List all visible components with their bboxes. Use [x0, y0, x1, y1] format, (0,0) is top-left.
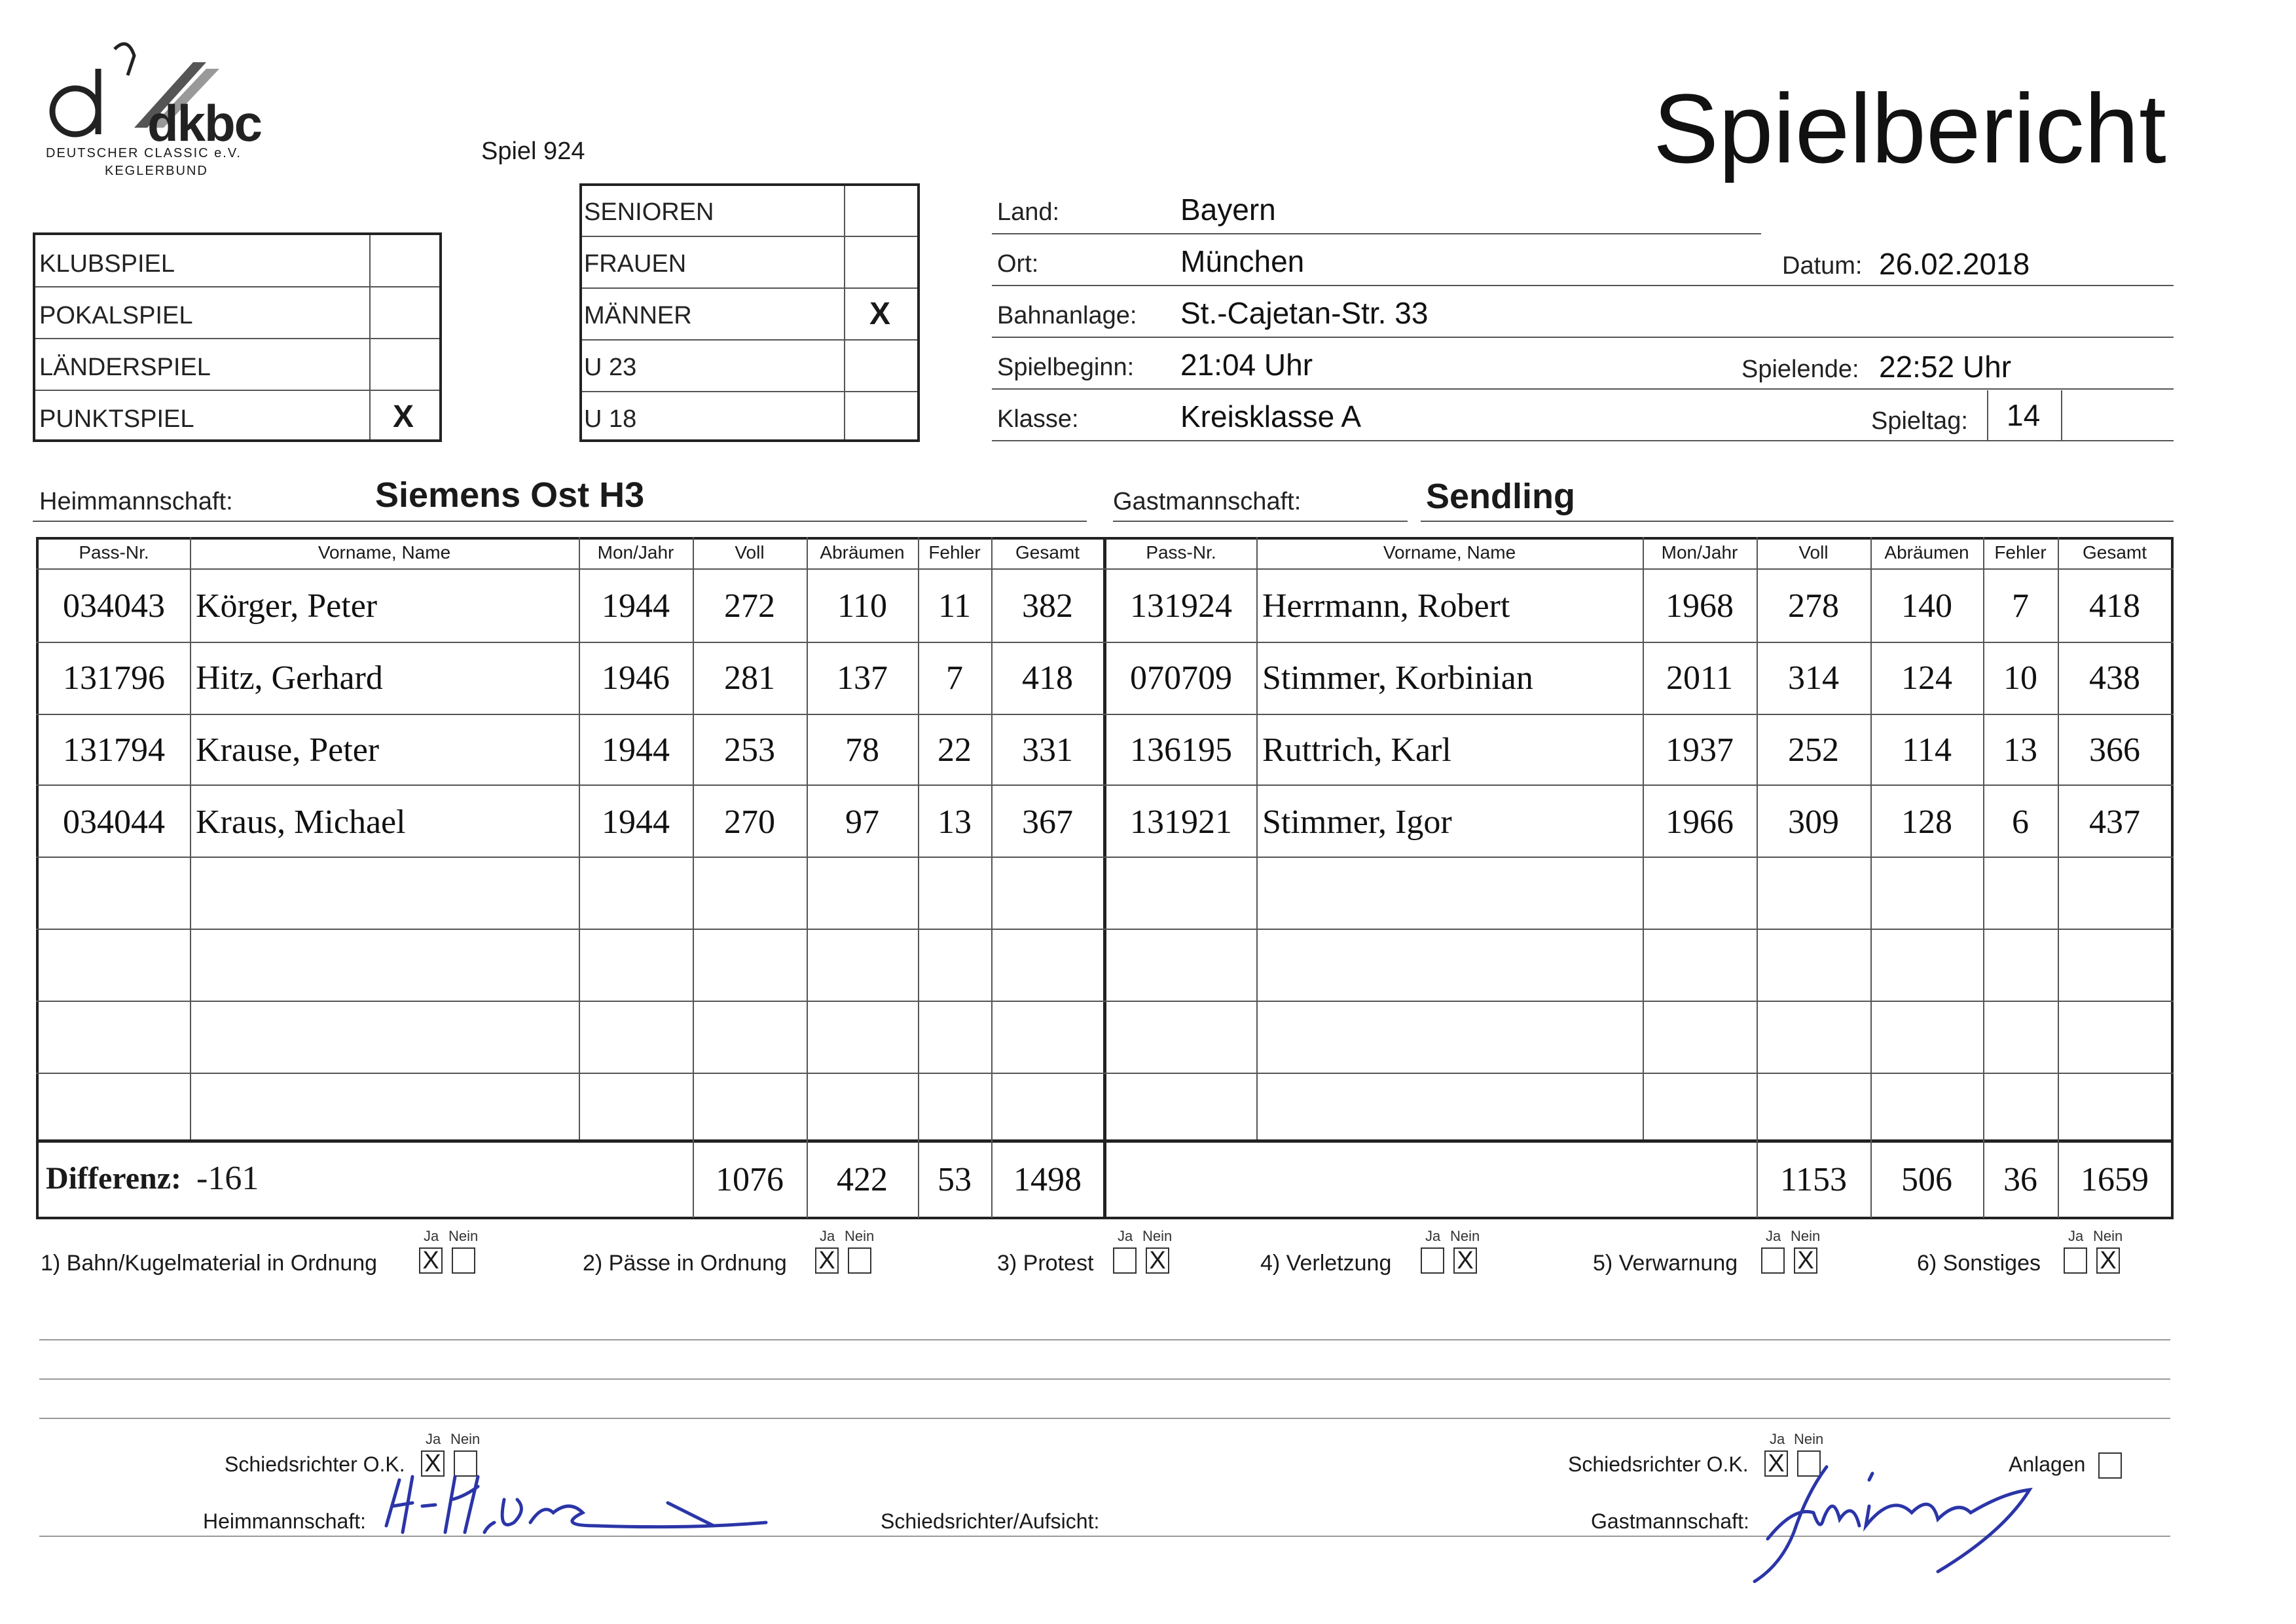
check-5-nein-checkbox[interactable]: X: [1794, 1247, 1817, 1274]
home-cell-abraeumen: 137: [837, 659, 888, 697]
spieltag-label: Spieltag:: [1871, 407, 1968, 435]
klasse-label: Klasse:: [997, 405, 1079, 433]
spielbeginn-label: Spielbeginn:: [997, 354, 1135, 381]
game-type-pokalspiel: POKALSPIEL: [39, 302, 193, 329]
header-guest-monjahr: Mon/Jahr: [1661, 542, 1738, 563]
guest-cell-name: Ruttrich, Karl: [1262, 731, 1451, 769]
home-cell-gesamt: 382: [1022, 587, 1073, 625]
guest-cell-abraeumen: 128: [1901, 803, 1952, 841]
category-senioren: SENIOREN: [584, 198, 714, 226]
column-line: [1256, 537, 1258, 1139]
guest-cell-monjahr: 2011: [1666, 659, 1734, 697]
home-cell-fehler: 7: [946, 659, 963, 697]
home-total-fehler: 53: [938, 1160, 972, 1198]
ort-label: Ort:: [997, 250, 1039, 278]
guest-cell-voll: 278: [1788, 587, 1839, 625]
check-6-nein-checkbox[interactable]: X: [2096, 1247, 2120, 1274]
header-guest-fehler: Fehler: [1994, 542, 2047, 563]
game-type-mark-4: X: [393, 399, 414, 434]
category-u23: U 23: [584, 354, 637, 381]
check-3-nein-checkbox[interactable]: X: [1146, 1247, 1169, 1274]
home-total-voll: 1076: [716, 1160, 784, 1198]
nein-label: Nein: [1450, 1228, 1480, 1244]
home-signature-label: Heimmannschaft:: [203, 1509, 366, 1533]
home-total-abraeumen: 422: [837, 1160, 888, 1198]
referee-ok-label-right: Schiedsrichter O.K.: [1568, 1452, 1749, 1476]
home-cell-gesamt: 331: [1022, 731, 1073, 769]
check-5-ja-checkbox[interactable]: [1761, 1247, 1785, 1274]
home-cell-monjahr: 1944: [602, 587, 670, 625]
category-frauen: FRAUEN: [584, 250, 687, 278]
check-6-ja-checkbox[interactable]: [2064, 1247, 2087, 1274]
header-home-abraeumen: Abräumen: [820, 542, 905, 563]
home-cell-gesamt: 367: [1022, 803, 1073, 841]
check-label-5: 5) Verwarnung: [1593, 1251, 1738, 1276]
guest-cell-fehler: 7: [2012, 587, 2029, 625]
nein-label: Nein: [845, 1228, 875, 1244]
check-3-ja-checkbox[interactable]: [1113, 1247, 1137, 1274]
home-cell-abraeumen: 110: [837, 587, 888, 625]
home-cell-name: Kraus, Michael: [196, 803, 406, 841]
ja-label: Ja: [1766, 1228, 1781, 1244]
bahnanlage-value: St.-Cajetan-Str. 33: [1180, 296, 1429, 330]
ja-label-ref-right: Ja: [1770, 1431, 1785, 1447]
header-guest-gesamt: Gesamt: [2082, 542, 2147, 563]
check-4-ja-checkbox[interactable]: [1421, 1247, 1444, 1274]
land-value: Bayern: [1180, 193, 1276, 227]
klasse-value: Kreisklasse A: [1180, 399, 1362, 434]
guest-cell-fehler: 6: [2012, 803, 2029, 841]
header-home-pass: Pass-Nr.: [79, 542, 149, 563]
home-cell-voll: 253: [724, 731, 775, 769]
home-cell-pass: 034044: [63, 803, 165, 841]
land-label: Land:: [997, 198, 1060, 226]
home-cell-pass: 131796: [63, 659, 165, 697]
guest-cell-fehler: 10: [2003, 659, 2037, 697]
ja-label: Ja: [2068, 1228, 2084, 1244]
header-home-name: Vorname, Name: [318, 542, 451, 563]
check-label-4: 4) Verletzung: [1260, 1251, 1392, 1276]
home-cell-monjahr: 1944: [602, 731, 670, 769]
home-cell-pass: 034043: [63, 587, 165, 625]
home-cell-pass: 131794: [63, 731, 165, 769]
aufsicht-label: Schiedsrichter/Aufsicht:: [881, 1509, 1100, 1533]
check-2-ja-checkbox[interactable]: X: [815, 1247, 839, 1274]
guest-cell-name: Stimmer, Korbinian: [1262, 659, 1533, 697]
guest-cell-name: Herrmann, Robert: [1262, 587, 1510, 625]
nein-label: Nein: [448, 1228, 479, 1244]
game-type-laenderspiel: LÄNDERSPIEL: [39, 354, 211, 381]
nein-label-ref-right: Nein: [1794, 1431, 1824, 1447]
check-1-nein-checkbox[interactable]: [452, 1247, 475, 1274]
guest-cell-gesamt: 418: [2089, 587, 2140, 625]
check-4-nein-checkbox[interactable]: X: [1453, 1247, 1477, 1274]
row-line: [36, 1001, 2174, 1002]
game-type-punktspiel: PUNKTSPIEL: [39, 405, 194, 433]
datum-label: Datum:: [1782, 252, 1863, 280]
header-guest-pass: Pass-Nr.: [1146, 542, 1216, 563]
check-2-nein-checkbox[interactable]: [848, 1247, 871, 1274]
guest-cell-gesamt: 437: [2089, 803, 2140, 841]
home-cell-abraeumen: 97: [845, 803, 879, 841]
ja-label: Ja: [1425, 1228, 1441, 1244]
guest-cell-pass: 131924: [1130, 587, 1232, 625]
home-total-gesamt: 1498: [1013, 1160, 1082, 1198]
guest-cell-abraeumen: 124: [1901, 659, 1952, 697]
guest-total-abraeumen: 506: [1901, 1160, 1952, 1198]
nein-label: Nein: [2093, 1228, 2123, 1244]
nein-label: Nein: [1791, 1228, 1821, 1244]
logo-line2: KEGLERBUND: [105, 164, 208, 178]
header-home-gesamt: Gesamt: [1015, 542, 1080, 563]
guest-cell-gesamt: 366: [2089, 731, 2140, 769]
guest-signature-label: Gastmannschaft:: [1591, 1509, 1749, 1533]
row-line: [36, 1073, 2174, 1074]
guest-cell-monjahr: 1937: [1666, 731, 1734, 769]
datum-value: 26.02.2018: [1879, 247, 2030, 281]
column-line: [190, 537, 191, 1139]
category-maenner: MÄNNER: [584, 302, 692, 329]
guest-cell-voll: 309: [1788, 803, 1839, 841]
ja-label: Ja: [820, 1228, 835, 1244]
guest-total-fehler: 36: [2003, 1160, 2037, 1198]
home-cell-name: Hitz, Gerhard: [196, 659, 383, 697]
home-cell-abraeumen: 78: [845, 731, 879, 769]
guest-cell-monjahr: 1966: [1666, 803, 1734, 841]
guest-cell-gesamt: 438: [2089, 659, 2140, 697]
anlagen-checkbox[interactable]: [2098, 1452, 2122, 1479]
row-line: [36, 929, 2174, 930]
guest-cell-fehler: 13: [2003, 731, 2037, 769]
home-cell-gesamt: 418: [1022, 659, 1073, 697]
game-number: Spiel 924: [481, 138, 585, 165]
page-title: Spielbericht: [1653, 73, 2166, 183]
guest-team-name: Sendling: [1426, 477, 1575, 516]
logo-line1: DEUTSCHER CLASSIC e.V.: [46, 146, 242, 160]
home-cell-monjahr: 1946: [602, 659, 670, 697]
referee-ok-label-left: Schiedsrichter O.K.: [225, 1452, 405, 1476]
category-mark-3: X: [869, 297, 891, 331]
home-cell-fehler: 13: [938, 803, 972, 841]
home-team-label: Heimmannschaft:: [39, 488, 233, 515]
check-label-3: 3) Protest: [997, 1251, 1094, 1276]
home-cell-voll: 270: [724, 803, 775, 841]
home-team-name: Siemens Ost H3: [375, 475, 645, 515]
bahnanlage-label: Bahnanlage:: [997, 302, 1137, 329]
check-label-1: 1) Bahn/Kugelmaterial in Ordnung: [41, 1251, 378, 1276]
guest-cell-abraeumen: 140: [1901, 587, 1952, 625]
guest-cell-voll: 314: [1788, 659, 1839, 697]
check-label-6: 6) Sonstiges: [1917, 1251, 2041, 1276]
home-cell-monjahr: 1944: [602, 803, 670, 841]
spielbeginn-value: 21:04 Uhr: [1180, 348, 1313, 382]
header-guest-name: Vorname, Name: [1383, 542, 1516, 563]
guest-total-voll: 1153: [1779, 1160, 1848, 1198]
check-label-2: 2) Pässe in Ordnung: [583, 1251, 787, 1276]
nein-label: Nein: [1142, 1228, 1173, 1244]
logo-letters: dkbc: [147, 94, 262, 152]
home-cell-voll: 272: [724, 587, 775, 625]
guest-total-gesamt: 1659: [2081, 1160, 2149, 1198]
ja-label: Ja: [1118, 1228, 1133, 1244]
header-home-monjahr: Mon/Jahr: [597, 542, 674, 563]
logo: [36, 36, 262, 187]
header-guest-abraeumen: Abräumen: [1884, 542, 1969, 563]
guest-cell-voll: 252: [1788, 731, 1839, 769]
home-signature: [373, 1460, 792, 1545]
ja-label: Ja: [424, 1228, 439, 1244]
guest-signature: [1741, 1454, 2049, 1591]
ja-label-ref-left: Ja: [426, 1431, 441, 1447]
guest-cell-monjahr: 1968: [1666, 587, 1734, 625]
header-guest-voll: Voll: [1798, 542, 1829, 563]
spielende-label: Spielende:: [1741, 356, 1859, 383]
referee-right-ja-checkbox[interactable]: X: [1764, 1450, 1788, 1477]
referee-left-ja-checkbox[interactable]: X: [421, 1450, 445, 1477]
game-type-klubspiel: KLUBSPIEL: [39, 250, 175, 278]
guest-cell-pass: 070709: [1130, 659, 1232, 697]
anlagen-label: Anlagen: [2009, 1452, 2086, 1476]
spielende-value: 22:52 Uhr: [1879, 350, 2012, 384]
home-cell-name: Krause, Peter: [196, 731, 380, 769]
guest-cell-pass: 136195: [1130, 731, 1232, 769]
home-cell-fehler: 11: [938, 587, 972, 625]
category-u18: U 18: [584, 405, 637, 433]
check-1-ja-checkbox[interactable]: X: [419, 1247, 443, 1274]
differenz-value: -161: [196, 1160, 259, 1197]
ort-value: München: [1180, 244, 1305, 278]
home-cell-voll: 281: [724, 659, 775, 697]
spieltag-value: 14: [2007, 398, 2041, 432]
differenz-label: Differenz:: [46, 1161, 181, 1196]
header-home-voll: Voll: [735, 542, 765, 563]
guest-cell-pass: 131921: [1130, 803, 1232, 841]
guest-cell-abraeumen: 114: [1901, 731, 1952, 769]
header-home-fehler: Fehler: [928, 542, 981, 563]
guest-team-label: Gastmannschaft:: [1113, 488, 1302, 515]
guest-cell-name: Stimmer, Igor: [1262, 803, 1452, 841]
home-cell-fehler: 22: [938, 731, 972, 769]
nein-label-ref-left: Nein: [450, 1431, 481, 1447]
home-cell-name: Körger, Peter: [196, 587, 378, 625]
